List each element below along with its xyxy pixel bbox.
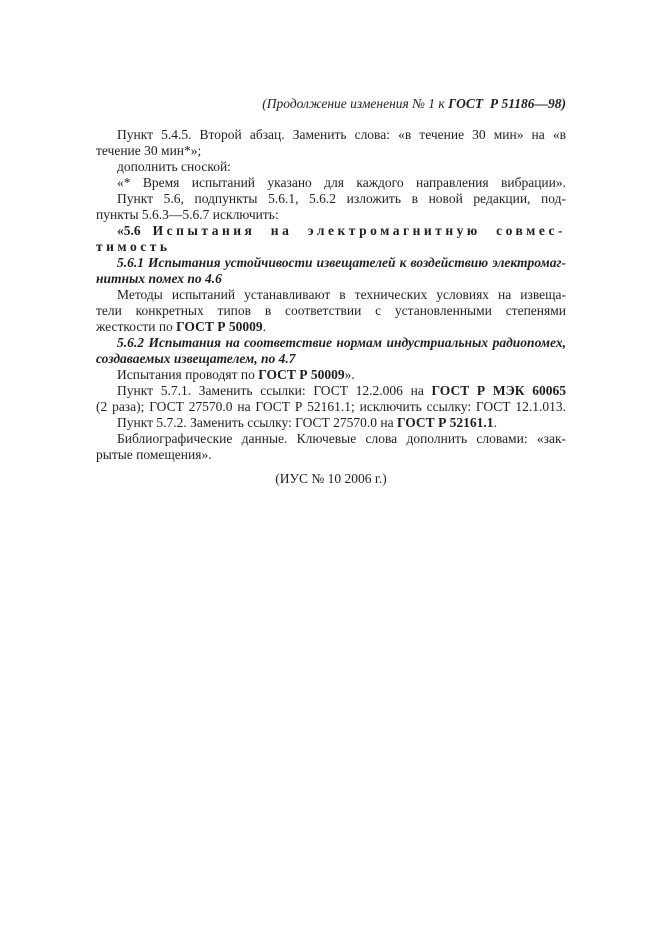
- text-segment: пункты 5.6.3—5.6.7 исключить:: [96, 207, 279, 222]
- text-segment: Испытания проводят по: [117, 367, 259, 382]
- text-segment: нитных помех по 4.6: [96, 271, 222, 286]
- text-segment: тели конкретных типов в соответствии с установленными степенями: [96, 303, 566, 318]
- text-segment: Пункт 5.4.5. Второй абзац. Заменить слова: «в течение 30 мин» на «в: [117, 127, 566, 142]
- text-segment: 5.6.1 Испытания устойчивости извещателей к воздействию электромаг-: [117, 255, 566, 270]
- text-segment: рытые помещения».: [96, 447, 212, 462]
- text-line: [96, 447, 566, 463]
- text-segment: тимость: [96, 239, 171, 254]
- header-text: (Продолжение изменения № 1 к: [262, 96, 449, 111]
- text-segment: Испытания на электромагнитную совмес-: [152, 223, 567, 238]
- text-line: [96, 207, 566, 223]
- text-segment: дополнить сноской:: [117, 159, 231, 174]
- text-segment: ГОСТ Р 52161.1: [397, 415, 494, 430]
- document-text-block: [96, 96, 566, 487]
- page-header: [96, 96, 566, 112]
- text-line: [96, 399, 566, 415]
- text-line: [96, 159, 566, 175]
- text-segment: 5.6.2 Испытания на соответствие нормам индустриальных радиопомех,: [117, 335, 566, 350]
- text-segment: ГОСТ Р 50009: [258, 367, 345, 382]
- text-segment: создаваемых извещателем, по 4.7: [96, 351, 296, 366]
- text-segment: «5.6: [117, 223, 153, 238]
- document-lines: [96, 127, 566, 463]
- text-segment: .: [493, 415, 497, 430]
- text-line: [96, 303, 566, 319]
- text-segment: течение 30 мин*»;: [96, 143, 202, 158]
- text-line: [96, 287, 566, 303]
- text-line: [96, 239, 566, 255]
- header-standard-ref: ГОСТ Р 51186—98): [448, 96, 566, 111]
- text-line: [96, 383, 566, 399]
- issue-note: (ИУС № 10 2006 г.): [275, 471, 387, 486]
- text-line: [96, 351, 566, 367]
- text-segment: ГОСТ Р МЭК 60065: [431, 383, 566, 398]
- text-line: [96, 223, 566, 239]
- text-line: [96, 143, 566, 159]
- text-segment: ГОСТ Р 50009: [176, 319, 263, 334]
- text-line: [96, 271, 566, 287]
- text-segment: «* Время испытаний указано для каждого направления вибрации».: [117, 175, 566, 190]
- text-line: [96, 367, 566, 383]
- text-segment: .: [262, 319, 266, 334]
- text-segment: Пункт 5.7.2. Заменить ссылку: ГОСТ 27570.0 на: [117, 415, 398, 430]
- text-segment: жесткости по: [96, 319, 177, 334]
- text-segment: Методы испытаний устанавливают в технических условиях на извеща-: [117, 287, 566, 302]
- text-line: [96, 175, 566, 191]
- text-line: [96, 319, 566, 335]
- text-line: [96, 415, 566, 431]
- text-segment: (2 раза); ГОСТ 27570.0 на ГОСТ Р 52161.1; исключить ссылку: ГОСТ 12.1.013.: [96, 399, 566, 414]
- text-line: [96, 335, 566, 351]
- text-segment: ».: [344, 367, 355, 382]
- text-line: [96, 127, 566, 143]
- text-segment: Пункт 5.7.1. Заменить ссылки: ГОСТ 12.2.006 на: [117, 383, 432, 398]
- text-segment: Пункт 5.6, подпункты 5.6.1, 5.6.2 изложить в новой редакции, под-: [117, 191, 566, 206]
- text-line: [96, 431, 566, 447]
- text-line: [96, 191, 566, 207]
- text-line: [96, 255, 566, 271]
- text-segment: Библиографические данные. Ключевые слова дополнить словами: «зак-: [117, 431, 566, 446]
